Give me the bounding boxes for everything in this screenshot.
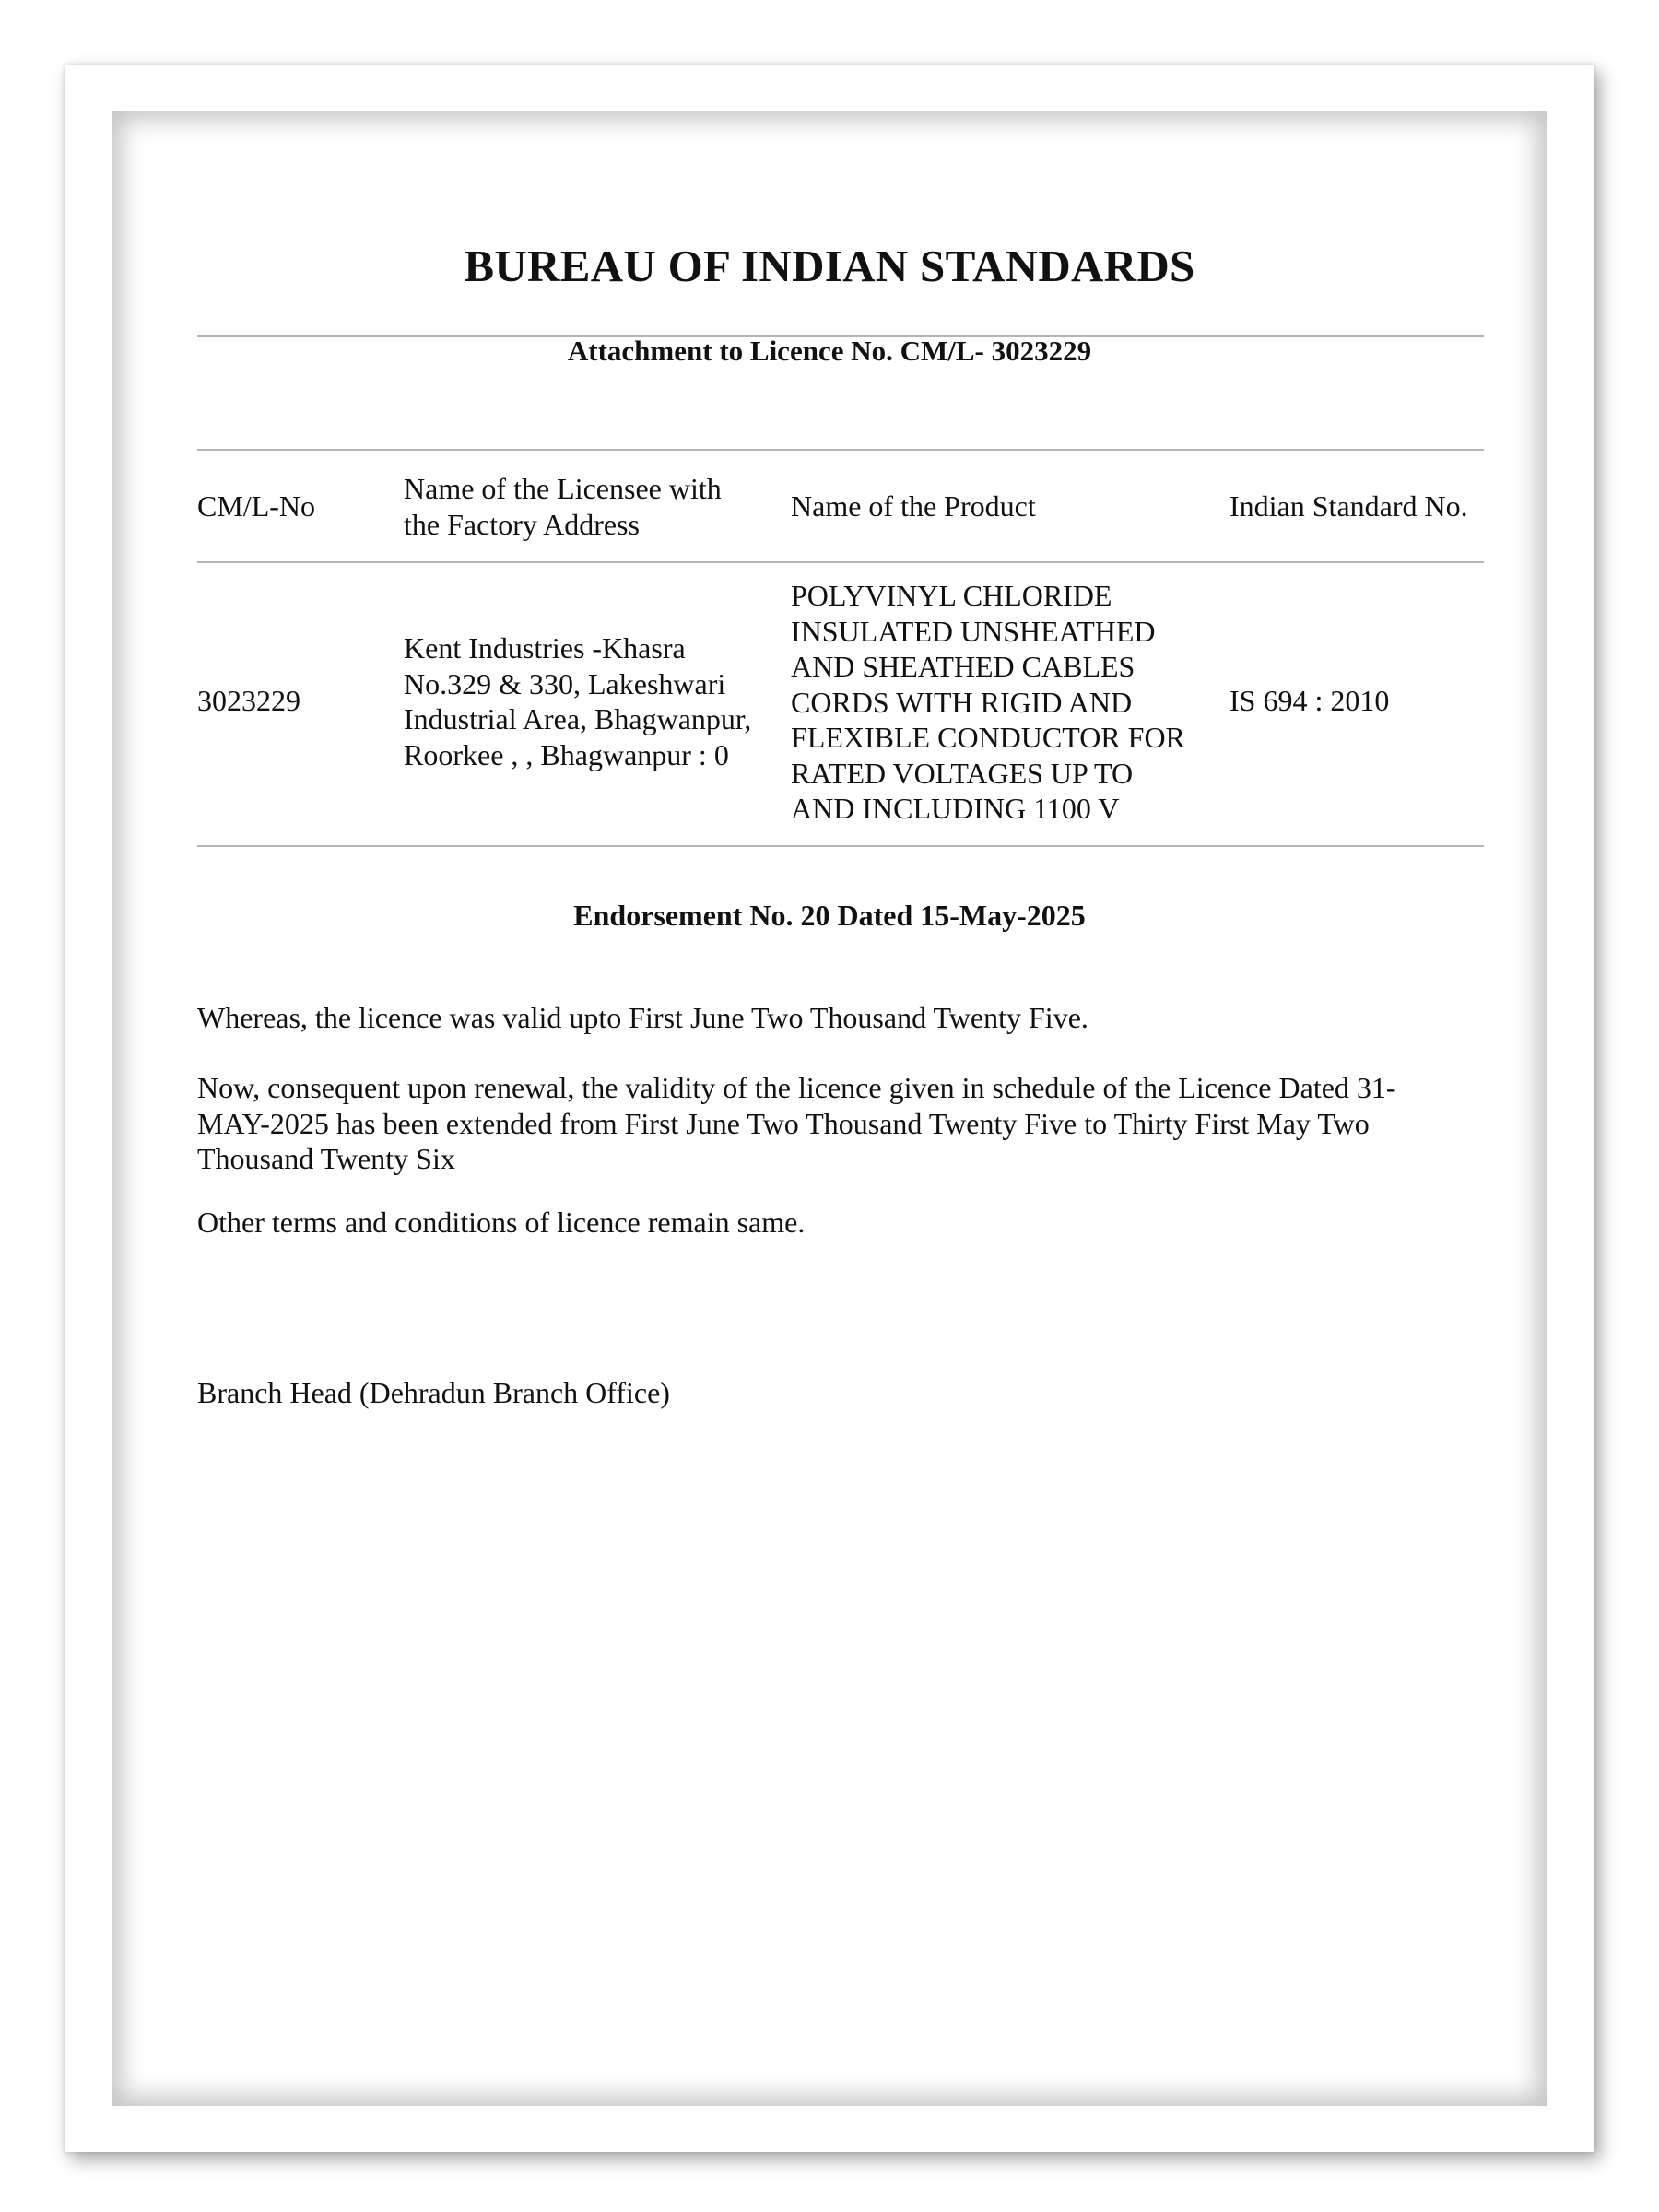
table-top-rule [197,335,1484,337]
attachment-subtitle: Attachment to Licence No. CM/L- 3023229 [567,335,1092,367]
cell-licensee-line: No.329 & 330, Lakeshwari [404,666,726,700]
column-header-cml-no: CM/L-No [197,489,315,523]
cell-cml-no: 3023229 [197,684,300,717]
endorsement-heading: Endorsement No. 20 Dated 15-May-2025 [573,899,1086,932]
cell-product-line: POLYVINYL CHLORIDE [791,579,1112,612]
cell-licensee-line: Roorkee , , Bhagwanpur : 0 [404,737,729,771]
column-header-licensee-line: Name of the Licensee with [404,472,722,505]
cell-licensee-line: Industrial Area, Bhagwanpur, [404,702,752,735]
cell-product-line: INSULATED UNSHEATHED [791,614,1156,648]
cell-licensee-address [404,630,751,772]
endorsement-para-validity: Whereas, the licence was valid upto First June Two Thousand Twenty Five. [197,1001,1088,1034]
endorsement-renewal-line: Thousand Twenty Six [197,1142,455,1175]
cell-product-line: CORDS WITH RIGID AND [791,685,1133,719]
column-header-standard: Indian Standard No. [1230,489,1468,523]
endorsement-renewal-line: Now, consequent upon renewal, the validity of the licence given in schedule of the Licence Dated 31- [197,1071,1396,1104]
endorsement-para-terms: Other terms and conditions of licence remain same. [197,1206,806,1239]
document-page [112,111,1547,2106]
header-rule-mid [197,449,1484,451]
document-title: BUREAU OF INDIAN STANDARDS [464,241,1195,291]
column-header-product: Name of the Product [791,489,1036,523]
column-header-licensee-line: the Factory Address [404,507,640,541]
photo-frame [65,65,1594,2152]
cell-product-line: FLEXIBLE CONDUCTOR FOR [791,721,1185,754]
endorsement-para-renewal [197,1070,1484,1177]
column-header-licensee [404,471,722,542]
cell-licensee-line: Kent Industries -Khasra [404,631,686,665]
cell-product-line: RATED VOLTAGES UP TO [791,756,1134,790]
endorsement-renewal-line: MAY-2025 has been extended from First June Two Thousand Twenty Five to Thirty First May Two [197,1106,1370,1140]
table-bottom-rule [197,845,1484,847]
cell-product-line: AND SHEATHED CABLES [791,650,1135,683]
cell-product-line: AND INCLUDING 1100 V [791,792,1120,825]
cell-standard-no: IS 694 : 2010 [1230,684,1390,717]
signature-branch-head: Branch Head (Dehradun Branch Office) [197,1376,670,1409]
cell-product-name [791,578,1185,827]
header-row-bottom-rule [197,561,1484,563]
